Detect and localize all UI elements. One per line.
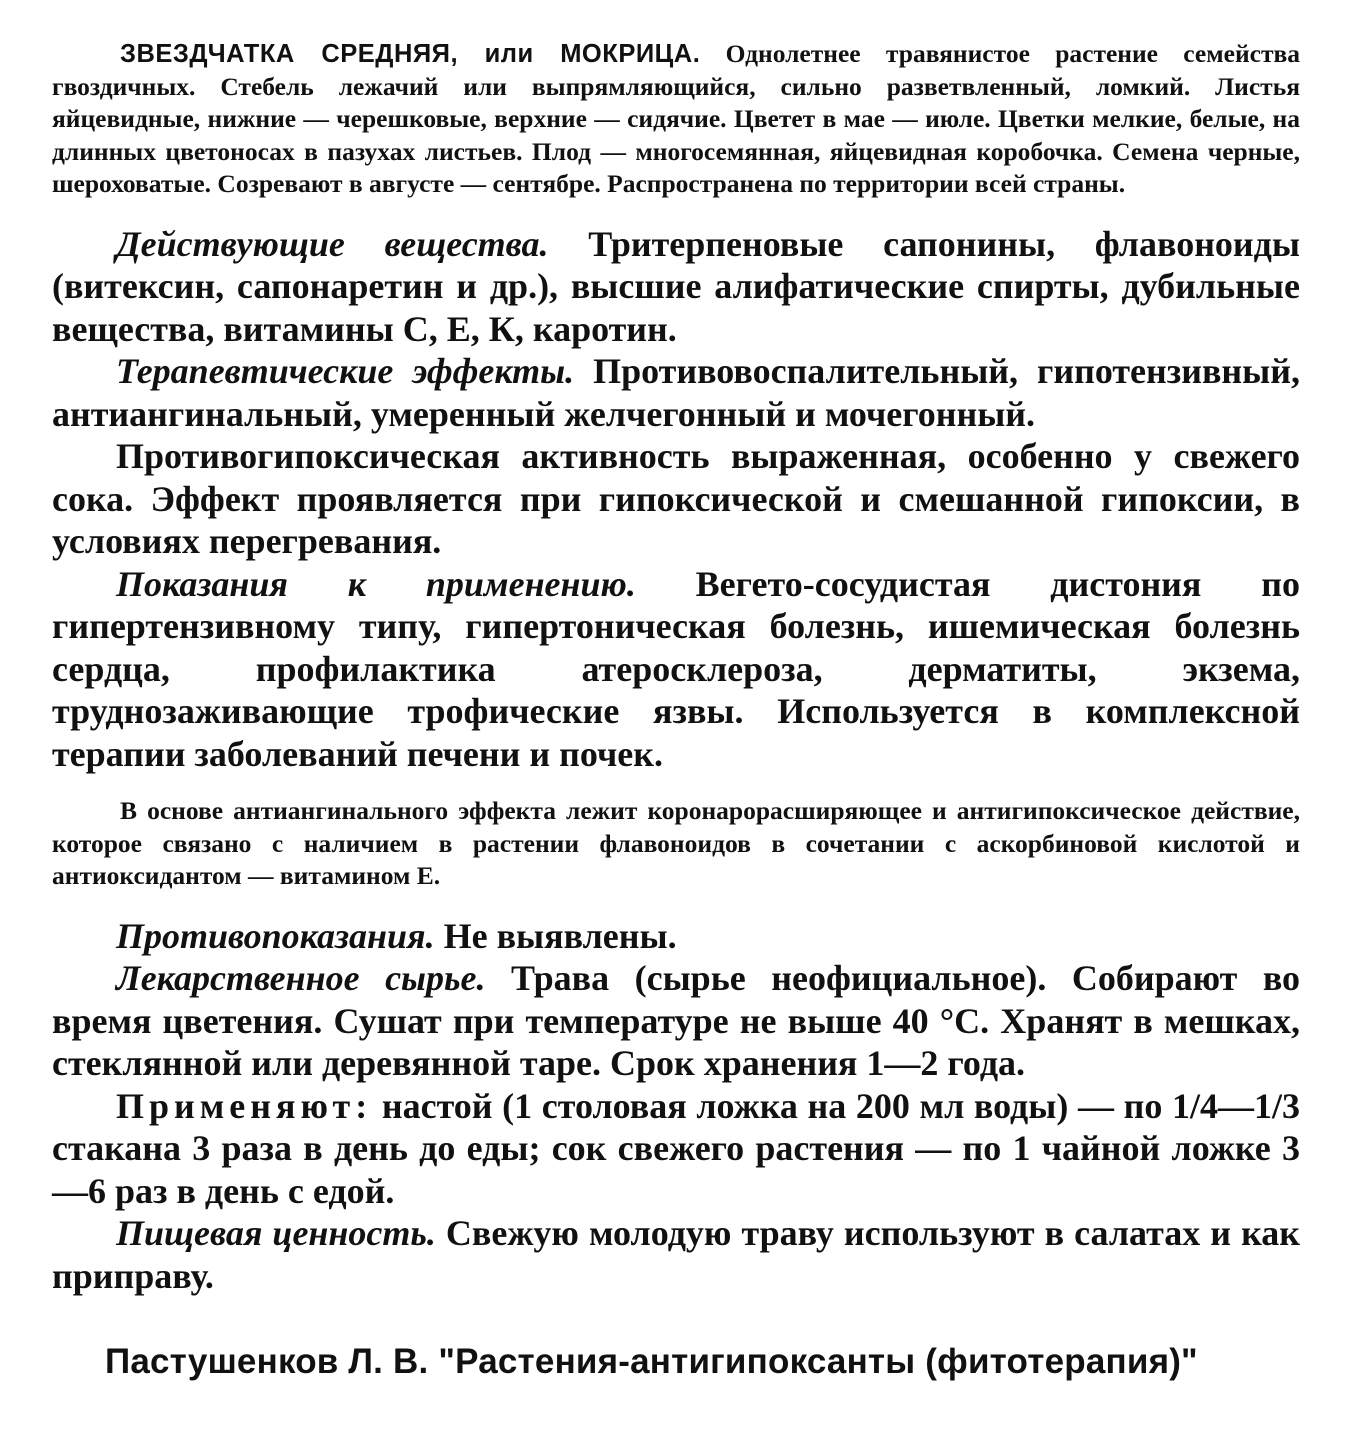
indications-text: Вегето-сосудистая дистония по гипертензивному типу, гипертоническая болезнь, ишемическая болезнь сердца, профилактика атеросклероза, дерматиты, экзема, труднозаживающие трофические язвы. Используется в комплексной терапии заболеваний печени и почек. bbox=[52, 563, 1300, 774]
antihypoxic-activity-paragraph: Противогипоксическая активность выраженная, особенно у свежего сока. Эффект проявляется при гипоксической и смешанной гипоксии, в условиях перегревания. bbox=[52, 436, 1300, 561]
contraindications-text: Не выявлены. bbox=[443, 915, 677, 956]
raw-material-paragraph bbox=[52, 957, 1300, 1085]
food-value-paragraph bbox=[52, 1212, 1300, 1297]
plant-description-text: Однолетнее травянистое растение семейства гвоздичных. Стебель лежачий или выпрямляющийся, сильно разветвленный, ломкий. Листья яйцевидные, нижние — черешковые, верхние — сидячие. Цветет в мае — июле. Цветки мелкие, белые, на длинных цветоносах в пазухах листьев. Плод — многосемянная, яйцевидная коробочка. Семена черные, шероховатые. Созревают в августе — сентябре. Распространена по территории всей страны. bbox=[52, 39, 1300, 198]
raw-material-heading: Лекарственное сырье. bbox=[116, 958, 486, 998]
usage-text: настой (1 столовая ложка на 200 мл воды) — по 1/4—1/3 стакана 3 раза в день до еды; сок свежего растения — по 1 чайной ложке 3—6 раз в день с едой. bbox=[52, 1085, 1301, 1211]
active-substances-paragraph bbox=[52, 223, 1300, 351]
spacer bbox=[52, 775, 1300, 795]
spacer bbox=[52, 201, 1300, 223]
usage-paragraph bbox=[52, 1085, 1300, 1213]
plant-title: ЗВЕЗДЧАТКА СРЕДНЯЯ, или МОКРИЦА. bbox=[120, 40, 701, 68]
therapeutic-effects-heading: Терапевтические эффекты. bbox=[116, 351, 575, 391]
plant-description bbox=[52, 38, 1300, 201]
mechanism-note: В основе антиангинального эффекта лежит коронарорасширяющее и антигипоксическое действие, которое связано с наличием в растении флавоноидов в сочетании с аскорбиновой кислотой и антиоксидантом — витамином Е. bbox=[52, 796, 1300, 890]
therapeutic-effects-paragraph bbox=[52, 350, 1300, 435]
contraindications-paragraph bbox=[52, 915, 1300, 958]
therapeutic-effects-text: Противовоспалительный, гипотензивный, антиангинальный, умеренный желчегонный и мочегонный. bbox=[52, 351, 1301, 434]
raw-material-text: Трава (сырье неофициальное). Собирают во время цветения. Сушат при температуре не выше 40 °С. Хранят в мешках, стеклянной или деревянной таре. Срок хранения 1—2 года. bbox=[52, 958, 1301, 1083]
indications-heading: Показания к применению. bbox=[116, 563, 636, 604]
usage-heading: Применяют: bbox=[116, 1085, 373, 1126]
spacer bbox=[52, 893, 1300, 915]
food-value-heading: Пищевая ценность. bbox=[116, 1213, 436, 1253]
active-substances-text: Тритерпеновые сапонины, флавоноиды (витексин, сапонаретин и др.), высшие алифатические спирты, дубильные вещества, витамины С, Е, К, каротин. bbox=[52, 223, 1300, 349]
source-citation: Пастушенков Л. В. "Растения-антигипоксанты (фитотерапия)" bbox=[105, 1342, 1198, 1381]
active-substances-heading: Действующие вещества. bbox=[116, 223, 549, 264]
indications-paragraph bbox=[52, 563, 1300, 776]
contraindications-heading: Противопоказания. bbox=[116, 915, 435, 956]
food-value-text: Свежую молодую траву используют в салатах и как приправу. bbox=[52, 1213, 1301, 1296]
